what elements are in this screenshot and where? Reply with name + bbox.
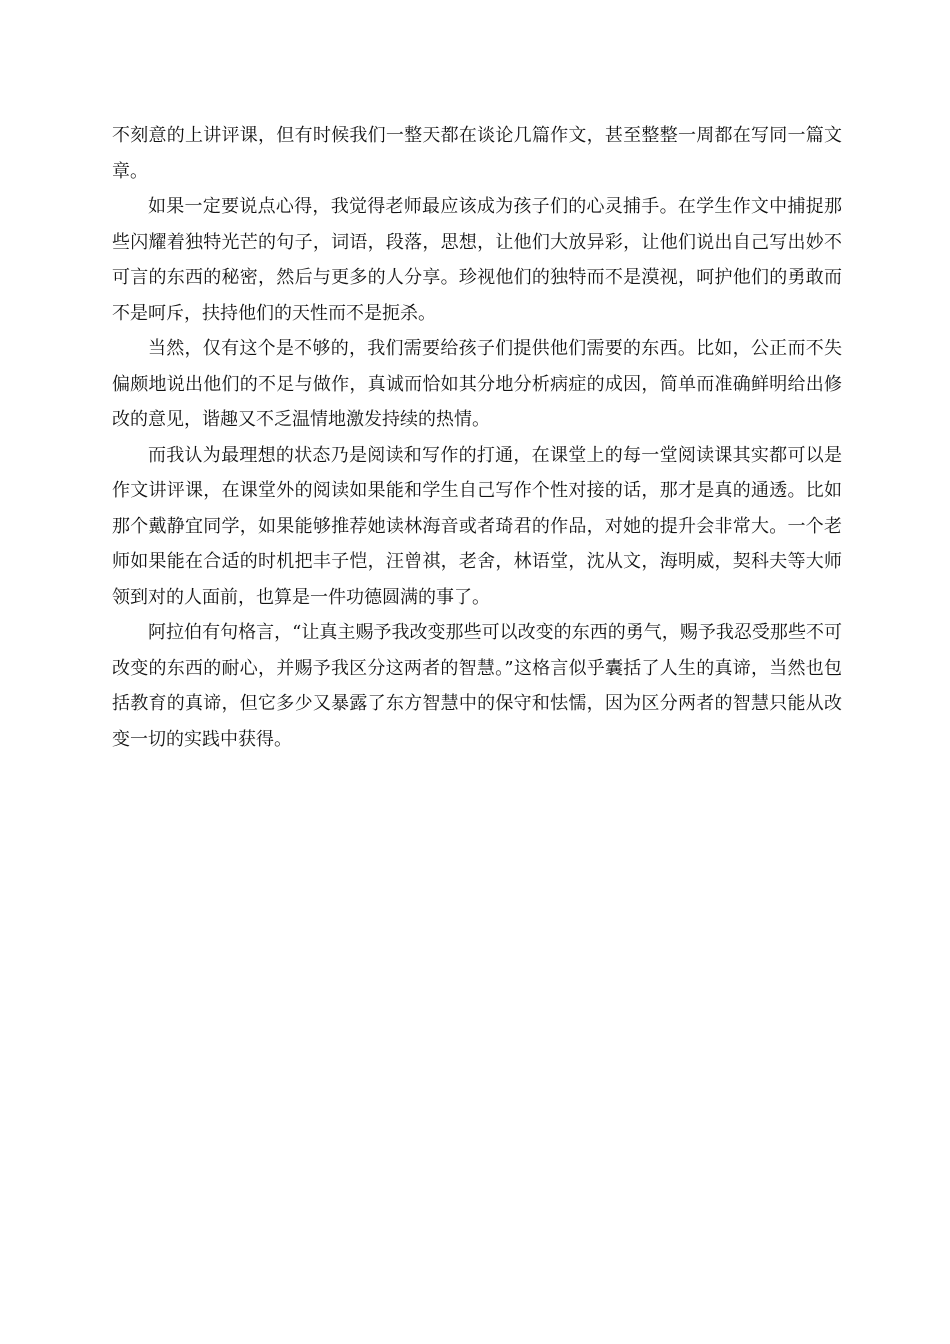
paragraph-arabic-proverb: 阿拉伯有句格言，“让真主赐予我改变那些可以改变的东西的勇气，赐予我忍受那些不可改变的东西的耐心，并赐予我区分这两者的智慧。”这格言似乎囊括了人生的真谛，当然也包括教育的真谛，但它多少又暴露了东方智慧中的保守和怯懦，因为区分两者的智慧只能从改变一切的实践中获得。 bbox=[112, 622, 842, 750]
paragraph-continued: 不刻意的上讲评课，但有时候我们一整天都在谈论几篇作文，甚至整整一周都在写同一篇文章。 bbox=[112, 125, 842, 182]
paragraph-reading-writing: 而我认为最理想的状态乃是阅读和写作的打通，在课堂上的每一堂阅读课其实都可以是作文讲评课，在课堂外的阅读如果能和学生自己写作个性对接的话，那才是真的通透。比如那个戴静宜同学，如果能够推荐她读林海音或者琦君的作品，对她的提升会非常大。一个老师如果能在合适的时机把丰子恺，汪曾祺，老舍，林语堂，沈从文，海明威，契科夫等大师领到对的人面前，也算是一件功德圆满的事了。 bbox=[112, 444, 842, 608]
document-body bbox=[112, 118, 842, 757]
paragraph-teacher-as-catcher: 如果一定要说点心得，我觉得老师最应该成为孩子们的心灵捕手。在学生作文中捕捉那些闪耀着独特光芒的句子，词语，段落，思想，让他们大放异彩，让他们说出自己写出妙不可言的东西的秘密，然后与更多的人分享。珍视他们的独特而不是漠视，呵护他们的勇敢而不是呵斥，扶持他们的天性而不是扼杀。 bbox=[112, 196, 842, 324]
paragraph-providing-needs: 当然，仅有这个是不够的，我们需要给孩子们提供他们需要的东西。比如，公正而不失偏颇地说出他们的不足与做作，真诚而恰如其分地分析病症的成因，简单而准确鲜明给出修改的意见，谐趣又不乏温情地激发持续的热情。 bbox=[112, 338, 842, 430]
